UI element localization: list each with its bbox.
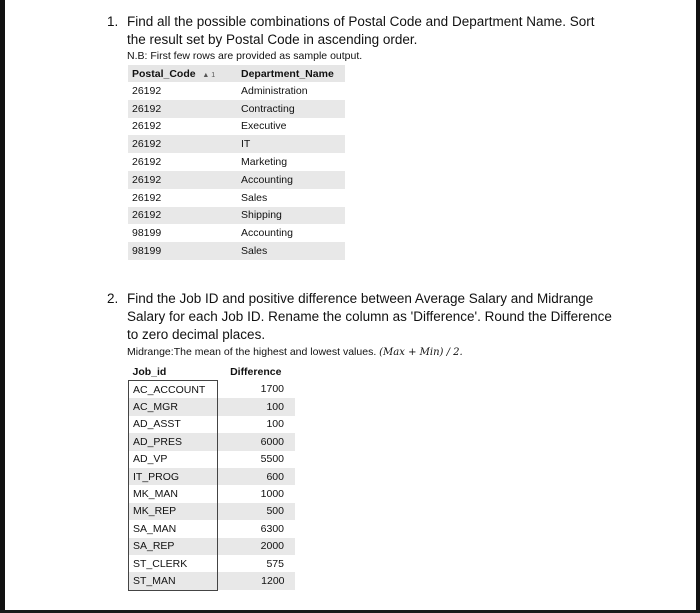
postal-code-cell: 26192	[128, 100, 235, 118]
difference-cell: 600	[218, 468, 295, 485]
table-row	[128, 224, 345, 242]
job-id-cell: MK_MAN	[129, 485, 218, 502]
difference-cell: 500	[218, 503, 295, 520]
difference-cell: 5500	[260, 453, 284, 466]
q2-sample-output-table	[128, 364, 295, 591]
job-id-cell: AD_ASST	[129, 416, 218, 433]
table-header-row	[129, 364, 295, 381]
sort-order-number: 1	[211, 71, 216, 79]
job-id-cell: AC_MGR	[129, 398, 218, 415]
postal-code-cell: 26192	[132, 156, 162, 169]
job-id-cell: SA_MAN	[129, 520, 218, 537]
q1-number: 1.	[107, 14, 119, 29]
postal-code-cell: 26192	[132, 84, 162, 97]
q2-number: 2.	[107, 291, 119, 306]
department-name-cell: Shipping	[235, 207, 345, 225]
job-id-cell: MK_REP	[129, 503, 218, 520]
table-row	[128, 171, 345, 189]
q2-text-line-2: Salary for each Job ID. Rename the column as 'Difference'. Round the Difference	[127, 309, 612, 324]
postal-code-header-label: Postal_Code	[132, 67, 196, 80]
table-row	[129, 555, 295, 572]
difference-cell: 100	[218, 398, 295, 415]
q1-sample-output-table	[128, 65, 345, 260]
job-id-cell: ST_CLERK	[129, 555, 218, 572]
midrange-definition: Midrange:The mean of the highest and lowest values.	[127, 346, 377, 358]
table-row	[128, 242, 345, 260]
department-name-cell: Sales	[241, 191, 268, 204]
department-name-cell: Marketing	[241, 156, 288, 169]
left-edge-bar	[0, 0, 5, 613]
postal-code-cell: 98199	[132, 227, 162, 240]
right-edge-bar	[696, 0, 700, 613]
table-row	[129, 433, 295, 450]
q2-text-line-3: to zero decimal places.	[127, 327, 266, 342]
column-header-difference: Difference	[230, 366, 282, 379]
postal-code-cell: 26192	[128, 171, 235, 189]
difference-cell: 6300	[260, 522, 284, 535]
postal-code-cell: 26192	[128, 207, 235, 225]
table-row	[128, 189, 345, 207]
table-row	[128, 207, 345, 225]
department-name-cell: Contracting	[235, 100, 345, 118]
table-row	[129, 520, 295, 537]
table-row	[128, 100, 345, 118]
q2-text-line-1: Find the Job ID and positive difference between Average Salary and Midrange	[127, 291, 594, 306]
department-name-cell: Accounting	[235, 171, 345, 189]
table-row	[129, 398, 295, 415]
q1-text-line-2: the result set by Postal Code in ascending order.	[127, 32, 418, 47]
difference-cell: 100	[266, 418, 284, 431]
difference-cell: 1200	[218, 572, 295, 590]
postal-code-cell: 26192	[132, 191, 162, 204]
difference-cell: 6000	[218, 433, 295, 450]
q1-note: N.B: First few rows are provided as sample output.	[127, 50, 363, 62]
department-name-cell: Executive	[241, 120, 287, 133]
department-name-cell: Accounting	[241, 227, 293, 240]
table-row	[129, 381, 295, 399]
table-row	[129, 485, 295, 502]
job-id-cell: SA_REP	[129, 538, 218, 555]
difference-cell: 575	[266, 557, 284, 570]
department-name-cell: Administration	[241, 84, 308, 97]
q1-text-line-1: Find all the possible combinations of Postal Code and Department Name. Sort	[127, 14, 595, 29]
table-row	[129, 416, 295, 433]
table-row	[129, 468, 295, 485]
postal-code-cell: 98199	[128, 242, 235, 260]
q2-midrange-note	[127, 346, 463, 358]
postal-code-cell: 26192	[132, 120, 162, 133]
column-header-department-name: Department_Name	[235, 65, 345, 82]
job-id-cell: AC_ACCOUNT	[129, 381, 218, 399]
job-id-cell: IT_PROG	[129, 468, 218, 485]
department-name-cell: IT	[235, 135, 345, 153]
department-name-cell: Sales	[235, 242, 345, 260]
table-row	[129, 451, 295, 468]
table-row	[128, 82, 345, 100]
difference-cell: 2000	[218, 538, 295, 555]
job-id-cell: ST_MAN	[129, 572, 218, 590]
job-id-cell: AD_PRES	[129, 433, 218, 450]
table-row	[128, 118, 345, 136]
table-header-row	[128, 65, 345, 82]
table-row	[129, 538, 295, 555]
sort-ascending-icon: ▲	[198, 71, 212, 79]
column-header-job-id: Job_id	[132, 366, 167, 378]
midrange-formula: (Max + Min) / 2.	[379, 347, 463, 358]
table-row	[128, 135, 345, 153]
difference-cell: 1700	[260, 383, 284, 396]
job-id-cell: AD_VP	[129, 451, 218, 468]
difference-cell: 1000	[260, 488, 284, 501]
table-row	[129, 572, 295, 590]
postal-code-cell: 26192	[128, 135, 235, 153]
table-row	[128, 153, 345, 171]
column-header-postal-code	[128, 65, 235, 82]
table-row	[129, 503, 295, 520]
